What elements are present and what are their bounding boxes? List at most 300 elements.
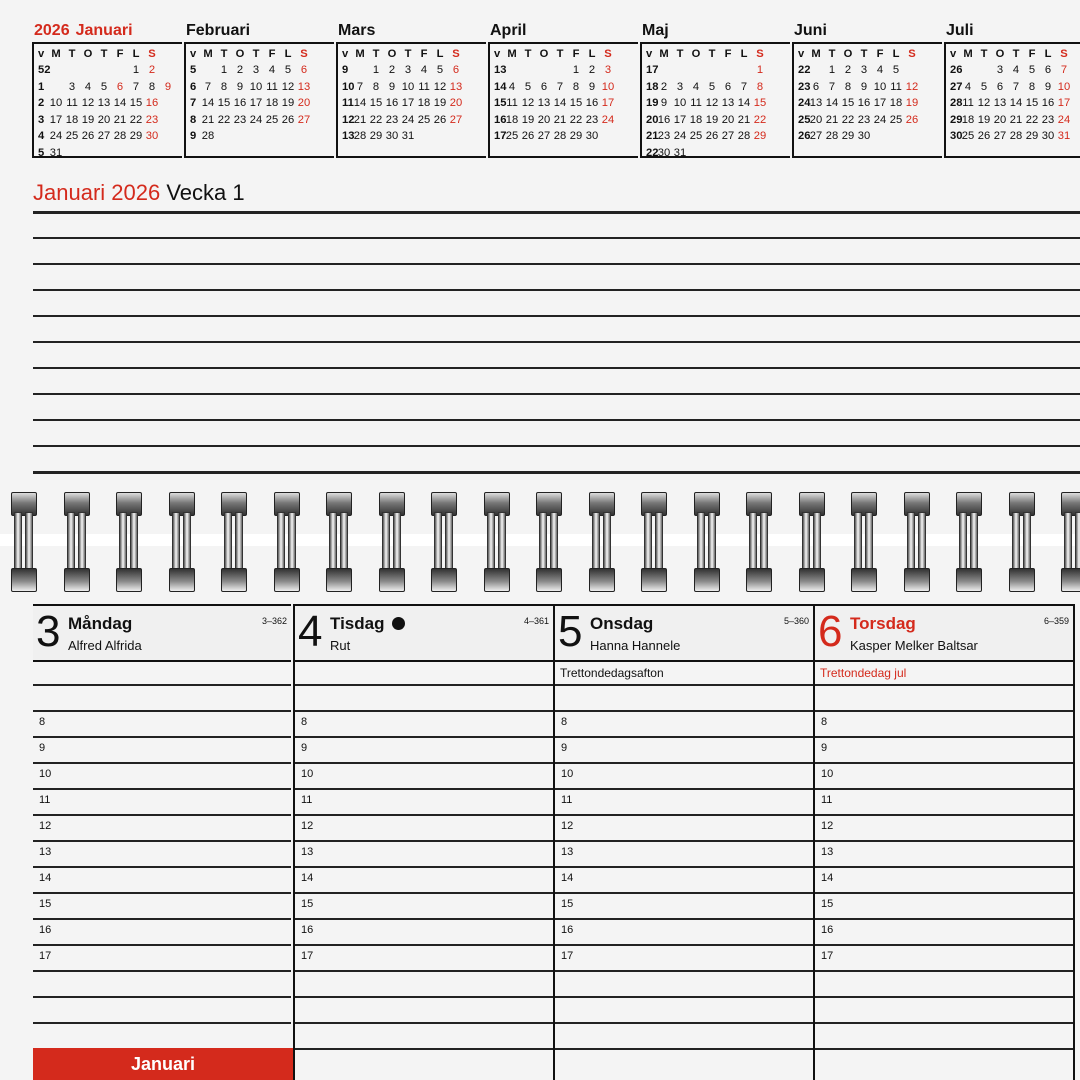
day-line[interactable] [295, 736, 553, 738]
date-cell: 26 [521, 130, 535, 142]
date-cell: 20 [537, 113, 551, 126]
day-line[interactable] [815, 970, 1073, 972]
month-grid [488, 42, 638, 158]
hour-label: 11 [301, 794, 313, 806]
week-number: 2 [38, 97, 45, 109]
day-line[interactable] [555, 866, 813, 868]
coil-wire [235, 512, 243, 574]
spiral-coil [378, 492, 404, 592]
hour-label: 13 [301, 846, 314, 858]
week-number: 28 [950, 97, 963, 109]
hour-label: 13 [821, 846, 834, 858]
day-line[interactable] [555, 892, 813, 894]
spiral-coil [1008, 492, 1034, 592]
date-cell: 18 [889, 97, 903, 109]
date-cell: 9 [588, 80, 596, 93]
date-cell: 20 [993, 113, 1007, 126]
day-line[interactable] [555, 762, 813, 764]
date-cell: 31 [673, 146, 687, 159]
hour-label: 16 [821, 924, 834, 936]
coil-wire [760, 512, 768, 574]
day-line[interactable] [555, 788, 813, 790]
hour-label: 12 [39, 820, 52, 832]
date-cell: 28 [737, 130, 751, 142]
date-cell: 10 [1057, 80, 1071, 93]
coil-wire [813, 512, 821, 574]
week-number: 5 [190, 64, 197, 76]
week-number: 20 [646, 113, 659, 126]
day-line[interactable] [295, 1022, 553, 1024]
day-line[interactable] [295, 866, 553, 868]
hour-label: 13 [39, 846, 52, 858]
spiral-coil [10, 492, 36, 592]
hour-label: 11 [39, 794, 51, 806]
week-number: 23 [798, 80, 811, 93]
date-cell: 6 [996, 80, 1004, 93]
date-cell: 10 [873, 80, 887, 93]
day-number: 6 [818, 607, 843, 656]
note-line[interactable] [33, 445, 1080, 447]
coil-wire [172, 512, 180, 574]
date-cell: 2 [388, 64, 396, 76]
date-cell: 15 [217, 97, 231, 109]
date-cell: 5 [892, 64, 900, 76]
date-cell: 28 [825, 130, 839, 142]
date-cell: 1 [828, 64, 836, 76]
coil-wire [592, 512, 600, 574]
weekday-label: O [995, 48, 1005, 60]
day-line[interactable] [295, 996, 553, 998]
date-cell: 14 [737, 97, 751, 109]
date-cell: 3 [676, 80, 684, 93]
date-cell: 8 [756, 80, 764, 93]
day-name: Torsdag [850, 614, 916, 633]
name-day: Kasper Melker Baltsar [850, 638, 978, 653]
coil-wire [14, 512, 22, 574]
date-cell: 1 [572, 64, 580, 76]
note-line[interactable] [33, 211, 1080, 214]
date-cell: 18 [65, 113, 79, 126]
day-line[interactable] [295, 1048, 553, 1050]
weekday-label: T [68, 48, 76, 60]
day-line[interactable] [815, 840, 1073, 842]
date-cell: 14 [825, 97, 839, 109]
day-line[interactable] [33, 710, 291, 712]
week-number: 14 [494, 80, 507, 93]
day-line[interactable] [295, 944, 553, 946]
date-cell: 16 [585, 97, 599, 109]
coil-wire [1023, 512, 1031, 574]
coil-wire [498, 512, 506, 574]
day-line[interactable] [33, 918, 291, 920]
week-number: 21 [646, 130, 659, 142]
weekday-label: T [252, 48, 260, 60]
date-cell: 18 [417, 97, 431, 109]
day-line[interactable] [33, 814, 291, 816]
date-cell: 18 [961, 113, 975, 126]
hour-label: 15 [301, 898, 314, 910]
month-juni [792, 20, 944, 162]
coil-bottom [116, 568, 142, 592]
weekday-label: F [420, 48, 428, 60]
day-line[interactable] [815, 1048, 1073, 1050]
date-cell: 20 [449, 97, 463, 109]
date-cell: 27 [993, 130, 1007, 142]
week-number: 6 [190, 80, 197, 93]
date-cell: 4 [268, 64, 276, 76]
day-line[interactable] [555, 736, 813, 738]
week-number: 4 [38, 130, 45, 142]
date-cell: 26 [281, 113, 295, 126]
week-number: 15 [494, 97, 507, 109]
day-number: 5 [558, 607, 583, 656]
day-line[interactable] [33, 762, 291, 764]
date-cell: 24 [673, 130, 687, 142]
day-name: Onsdag [590, 614, 654, 633]
date-cell: 16 [233, 97, 247, 109]
date-cell: 25 [889, 113, 903, 126]
date-cell: 6 [812, 80, 820, 93]
month-name: Januari [75, 22, 133, 39]
date-cell: 24 [49, 130, 63, 142]
day-line[interactable] [555, 996, 813, 998]
date-cell: 21 [825, 113, 839, 126]
column-divider [553, 604, 555, 1080]
date-cell: 12 [521, 97, 535, 109]
weekday-label: v [38, 48, 45, 60]
week-number: 26 [950, 64, 963, 76]
weekday-label: F [1028, 48, 1036, 60]
date-cell: 17 [401, 97, 415, 109]
day-line[interactable] [33, 996, 291, 998]
coil-bottom [851, 568, 877, 592]
day-number: 3 [36, 607, 61, 656]
date-cell: 24 [249, 113, 263, 126]
month-grid [792, 42, 942, 158]
month-januari [32, 20, 184, 162]
date-cell: 29 [753, 130, 767, 142]
note-line[interactable] [33, 237, 1080, 239]
hour-label: 12 [821, 820, 834, 832]
coil-wire [445, 512, 453, 574]
date-cell: 9 [388, 80, 396, 93]
weekday-label: T [372, 48, 380, 60]
week-number: 19 [646, 97, 659, 109]
day-line[interactable] [33, 840, 291, 842]
day-line[interactable] [295, 788, 553, 790]
note-line[interactable] [33, 419, 1080, 421]
year-label: 2026 [34, 22, 70, 39]
day-line[interactable] [555, 918, 813, 920]
spiral-coil [640, 492, 666, 592]
date-cell: 27 [297, 113, 311, 126]
date-cell: 27 [809, 130, 823, 142]
hour-label: 9 [821, 742, 828, 754]
coil-bottom [274, 568, 300, 592]
week-number: 16 [494, 113, 507, 126]
month-title [642, 22, 669, 40]
day-line[interactable] [815, 892, 1073, 894]
coil-bottom [956, 568, 982, 592]
day-line[interactable] [555, 814, 813, 816]
day-line[interactable] [33, 736, 291, 738]
week-number: 5 [38, 146, 45, 159]
coil-wire [959, 512, 967, 574]
day-line[interactable] [555, 684, 813, 686]
day-line[interactable] [815, 996, 1073, 998]
month-name: April [490, 22, 527, 39]
month-februari [184, 20, 336, 162]
coil-wire [603, 512, 611, 574]
date-cell: 26 [905, 113, 919, 126]
day-line[interactable] [295, 762, 553, 764]
name-day: Alfred Alfrida [68, 638, 142, 653]
date-cell: 8 [372, 80, 380, 93]
day-line[interactable] [555, 840, 813, 842]
week-number: 24 [798, 97, 811, 109]
note-line[interactable] [33, 341, 1080, 343]
weekday-label: L [1044, 48, 1052, 60]
coil-wire [1064, 512, 1072, 574]
day-line[interactable] [815, 866, 1073, 868]
day-line[interactable] [555, 710, 813, 712]
hour-label: 17 [821, 950, 834, 962]
date-cell: 4 [1012, 64, 1020, 76]
date-cell: 30 [857, 130, 871, 142]
coil-wire [183, 512, 191, 574]
day-line[interactable] [33, 892, 291, 894]
coil-wire [907, 512, 915, 574]
date-cell: 27 [537, 130, 551, 142]
day-line[interactable] [815, 762, 1073, 764]
date-cell: 21 [353, 113, 367, 126]
weekday-label: M [507, 48, 517, 60]
date-cell: 9 [1044, 80, 1052, 93]
weekday-label: T [404, 48, 412, 60]
hour-label: 14 [39, 872, 52, 884]
weekday-label: v [342, 48, 349, 60]
day-line[interactable] [815, 814, 1073, 816]
date-cell: 16 [1041, 97, 1055, 109]
weekday-label: M [355, 48, 365, 60]
date-cell: 19 [433, 97, 447, 109]
weekday-label: v [950, 48, 957, 60]
date-cell: 2 [844, 64, 852, 76]
week-number: 22 [646, 146, 659, 159]
note-line[interactable] [33, 289, 1080, 291]
date-cell: 27 [721, 130, 735, 142]
week-number: 11 [342, 97, 354, 109]
week-number: 17 [646, 64, 659, 76]
coil-bottom [11, 568, 37, 592]
hour-label: 11 [821, 794, 833, 806]
day-line[interactable] [33, 866, 291, 868]
day-line[interactable] [815, 736, 1073, 738]
hour-label: 9 [301, 742, 308, 754]
month-name: Juli [946, 22, 974, 39]
date-cell: 13 [809, 97, 823, 109]
weekday-label: F [724, 48, 732, 60]
spiral-coil [535, 492, 561, 592]
date-cell: 7 [556, 80, 564, 93]
coil-bottom [221, 568, 247, 592]
date-cell: 1 [756, 64, 764, 76]
date-cell: 21 [1009, 113, 1023, 126]
coil-wire [288, 512, 296, 574]
date-cell: 27 [449, 113, 463, 126]
date-cell: 17 [249, 97, 263, 109]
coil-wire [697, 512, 705, 574]
day-line[interactable] [815, 788, 1073, 790]
note-line[interactable] [33, 315, 1080, 317]
date-cell: 14 [353, 97, 367, 109]
date-cell: 5 [284, 64, 292, 76]
date-cell: 23 [233, 113, 247, 126]
coil-bottom [904, 568, 930, 592]
date-cell: 16 [145, 97, 159, 109]
day-line[interactable] [295, 918, 553, 920]
date-cell: 14 [113, 97, 127, 109]
weekday-label: L [588, 48, 596, 60]
day-name: Måndag [68, 614, 133, 633]
day-line[interactable] [33, 944, 291, 946]
date-cell: 17 [601, 97, 615, 109]
note-line[interactable] [33, 471, 1080, 474]
note-line[interactable] [33, 367, 1080, 369]
day-line[interactable] [295, 710, 553, 712]
date-cell: 12 [81, 97, 95, 109]
date-cell: 9 [860, 80, 868, 93]
date-cell: 8 [220, 80, 228, 93]
date-cell: 24 [1057, 113, 1071, 126]
spiral-coil [745, 492, 771, 592]
month-name: Februari [186, 22, 251, 39]
weekday-label: M [963, 48, 973, 60]
note-line[interactable] [33, 393, 1080, 395]
day-line[interactable] [33, 1022, 291, 1024]
day-line[interactable] [295, 892, 553, 894]
date-cell: 4 [692, 80, 700, 93]
coil-wire [487, 512, 495, 574]
hour-label: 14 [301, 872, 314, 884]
hour-label: 12 [301, 820, 314, 832]
weekday-label: S [756, 48, 764, 60]
day-line[interactable] [33, 788, 291, 790]
month-grid [32, 42, 182, 158]
date-cell: 1 [372, 64, 380, 76]
date-cell: 4 [876, 64, 884, 76]
day-line[interactable] [33, 970, 291, 972]
spiral-coil [903, 492, 929, 592]
date-cell: 28 [201, 130, 215, 142]
weekday-label: L [740, 48, 748, 60]
date-cell: 11 [506, 97, 518, 109]
date-cell: 10 [49, 97, 63, 109]
day-line[interactable] [555, 1022, 813, 1024]
date-cell: 19 [905, 97, 919, 109]
day-line[interactable] [295, 684, 553, 686]
day-line[interactable] [555, 970, 813, 972]
weekday-label: T [100, 48, 108, 60]
weekday-label: S [452, 48, 460, 60]
date-cell: 27 [97, 130, 111, 142]
day-line[interactable] [33, 684, 291, 686]
weekday-label: T [524, 48, 532, 60]
date-cell: 6 [116, 80, 124, 93]
date-cell: 6 [300, 64, 308, 76]
month-april [488, 20, 640, 162]
day-line[interactable] [295, 814, 553, 816]
day-line[interactable] [815, 684, 1073, 686]
spiral-coil [168, 492, 194, 592]
day-line[interactable] [815, 944, 1073, 946]
date-cell: 11 [890, 80, 902, 93]
date-cell: 20 [809, 113, 823, 126]
weekday-label: L [892, 48, 900, 60]
date-cell: 29 [129, 130, 143, 142]
column-divider [813, 604, 815, 1080]
day-header [815, 604, 1073, 662]
weekday-label: M [203, 48, 213, 60]
coil-wire [130, 512, 138, 574]
day-line[interactable] [815, 1022, 1073, 1024]
weekday-label: S [908, 48, 916, 60]
week-number: 22 [798, 64, 811, 76]
day-line[interactable] [555, 1048, 813, 1050]
weekday-label: T [676, 48, 684, 60]
week-number: 1 [38, 80, 45, 93]
coil-wire [434, 512, 442, 574]
coil-bottom [589, 568, 615, 592]
date-cell: 24 [401, 113, 415, 126]
date-cell: 7 [132, 80, 140, 93]
date-cell: 22 [369, 113, 383, 126]
weekday-label: O [387, 48, 397, 60]
date-cell: 7 [356, 80, 364, 93]
week-number: 26 [798, 130, 811, 142]
weekday-label: T [980, 48, 988, 60]
day-line[interactable] [295, 970, 553, 972]
month-name: Maj [642, 22, 669, 39]
coil-bottom [799, 568, 825, 592]
date-cell: 15 [129, 97, 143, 109]
date-cell: 16 [657, 113, 671, 126]
hour-label: 8 [821, 716, 828, 728]
day-line[interactable] [815, 918, 1073, 920]
hour-label: 10 [821, 768, 834, 780]
coil-wire [119, 512, 127, 574]
date-cell: 22 [1025, 113, 1039, 126]
date-cell: 21 [113, 113, 127, 126]
date-cell: 28 [1009, 130, 1023, 142]
spiral-coil [693, 492, 719, 592]
day-line[interactable] [555, 944, 813, 946]
weekday-label: T [1012, 48, 1020, 60]
spiral-coil [115, 492, 141, 592]
hour-label: 8 [39, 716, 46, 728]
month-title [338, 22, 375, 40]
month-tab[interactable]: Januari [33, 1048, 293, 1080]
date-cell: 23 [585, 113, 599, 126]
day-line[interactable] [815, 710, 1073, 712]
spiral-coil [220, 492, 246, 592]
date-cell: 15 [369, 97, 383, 109]
date-cell: 5 [100, 80, 108, 93]
day-line[interactable] [295, 840, 553, 842]
coil-wire [329, 512, 337, 574]
note-line[interactable] [33, 263, 1080, 265]
date-cell: 9 [660, 97, 668, 109]
